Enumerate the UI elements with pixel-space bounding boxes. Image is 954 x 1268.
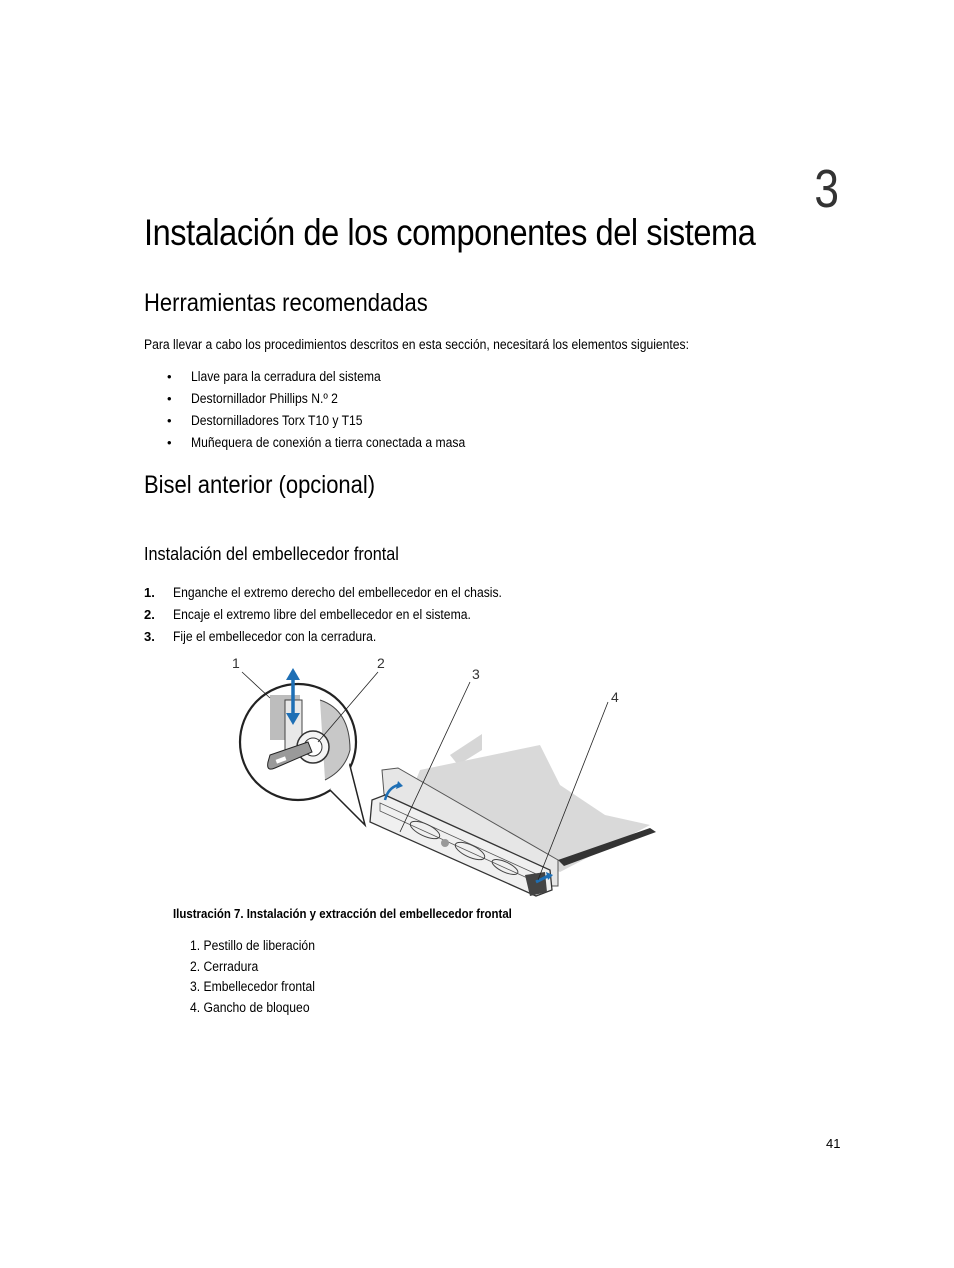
section-heading-bezel: Bisel anterior (opcional) <box>144 471 376 499</box>
page-number: 41 <box>826 1136 841 1151</box>
section-heading-tools: Herramientas recomendadas <box>144 289 428 317</box>
bullet-icon: • <box>167 435 172 450</box>
tools-intro: Para llevar a cabo los procedimientos descritos en esta sección, necesitará los elementos siguientes: <box>144 337 690 352</box>
chapter-number: 3 <box>814 159 839 219</box>
bullet-icon: • <box>167 413 172 428</box>
step-number: 3. <box>144 629 155 644</box>
list-item-text: Destornilladores Torx T10 y T15 <box>191 413 363 428</box>
callout-2: 2 <box>377 655 385 671</box>
arrowhead-up-icon <box>286 668 300 680</box>
chapter-title: Instalación de los componentes del sistema <box>144 212 756 253</box>
legend-item: 1. Pestillo de liberación <box>190 938 315 953</box>
step-number: 1. <box>144 585 155 600</box>
legend-item: 3. Embellecedor frontal <box>190 979 315 994</box>
bullet-icon: • <box>167 369 172 384</box>
list-item-text: Llave para la cerradura del sistema <box>191 369 381 384</box>
bullet-icon: • <box>167 391 172 406</box>
callout-line-1 <box>242 672 270 698</box>
bezel-install-figure <box>220 650 670 900</box>
callout-3: 3 <box>472 666 480 682</box>
list-item-text: Destornillador Phillips N.º 2 <box>191 391 338 406</box>
step-text: Encaje el extremo libre del embellecedor en el sistema. <box>173 607 471 622</box>
legend-item: 4. Gancho de bloqueo <box>190 1000 310 1015</box>
step-text: Fije el embellecedor con la cerradura. <box>173 629 377 644</box>
legend-item: 2. Cerradura <box>190 959 259 974</box>
callout-4: 4 <box>611 689 619 705</box>
step-number: 2. <box>144 607 155 622</box>
bezel-lock-hole <box>441 839 449 847</box>
step-text: Enganche el extremo derecho del embellecedor en el chasis. <box>173 585 502 600</box>
subsection-heading-install: Instalación del embellecedor frontal <box>144 544 399 564</box>
figure-caption: Ilustración 7. Instalación y extracción del embellecedor frontal <box>173 906 512 921</box>
list-item-text: Muñequera de conexión a tierra conectada a masa <box>191 435 466 450</box>
callout-1: 1 <box>232 655 240 671</box>
